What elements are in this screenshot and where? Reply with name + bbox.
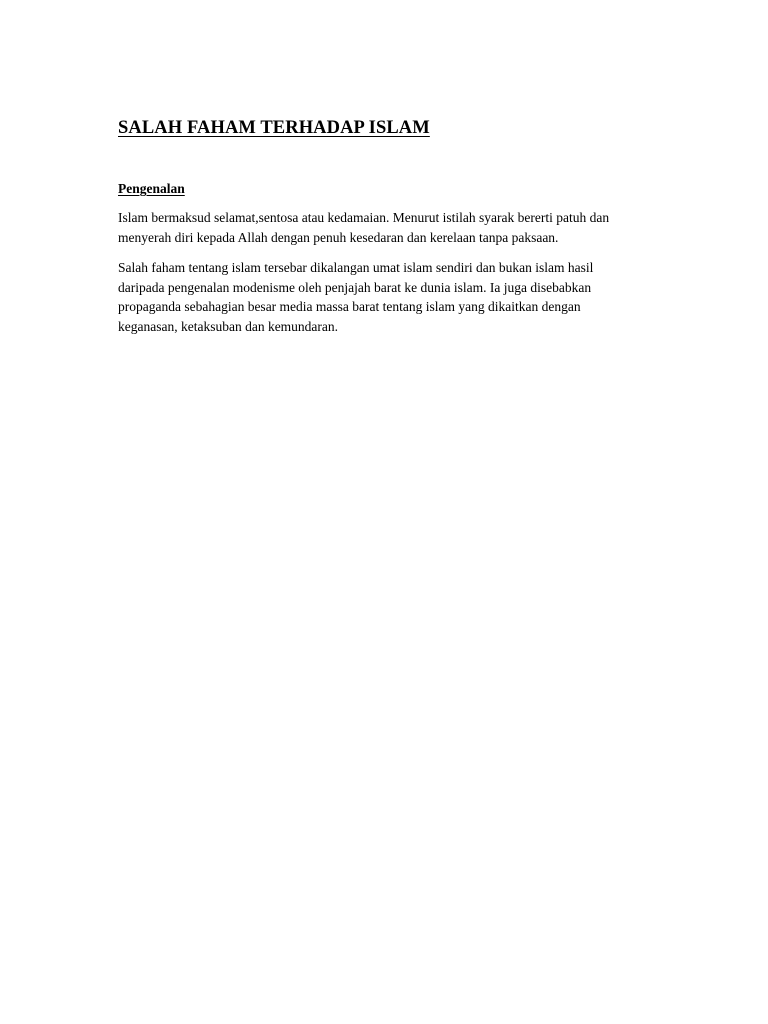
paragraph-line: menyerah diri kepada Allah dengan penuh kesedaran dan kerelaan tanpa paksaan. bbox=[118, 229, 559, 245]
document-title: SALAH FAHAM TERHADAP ISLAM bbox=[118, 118, 430, 138]
paragraph-line: Islam bermaksud selamat,sentosa atau kedamaian. Menurut istilah syarak bererti patuh dan bbox=[118, 210, 610, 225]
paragraph-line: keganasan, ketaksuban dan kemundaran. bbox=[118, 318, 339, 334]
paragraph-line: daripada pengenalan modenisme oleh penjajah barat ke dunia islam. Ia juga disebabkan bbox=[118, 279, 592, 295]
paragraph-1 bbox=[118, 208, 658, 247]
section-heading-pengenalan: Pengenalan bbox=[118, 181, 185, 196]
paragraph-line: Salah faham tentang islam tersebar dikalangan umat islam sendiri dan bukan islam hasil bbox=[118, 260, 594, 275]
paragraph-2 bbox=[118, 258, 658, 336]
paragraph-line: propaganda sebahagian besar media massa barat tentang islam yang dikaitkan dengan bbox=[118, 299, 581, 314]
document-page bbox=[118, 114, 658, 336]
